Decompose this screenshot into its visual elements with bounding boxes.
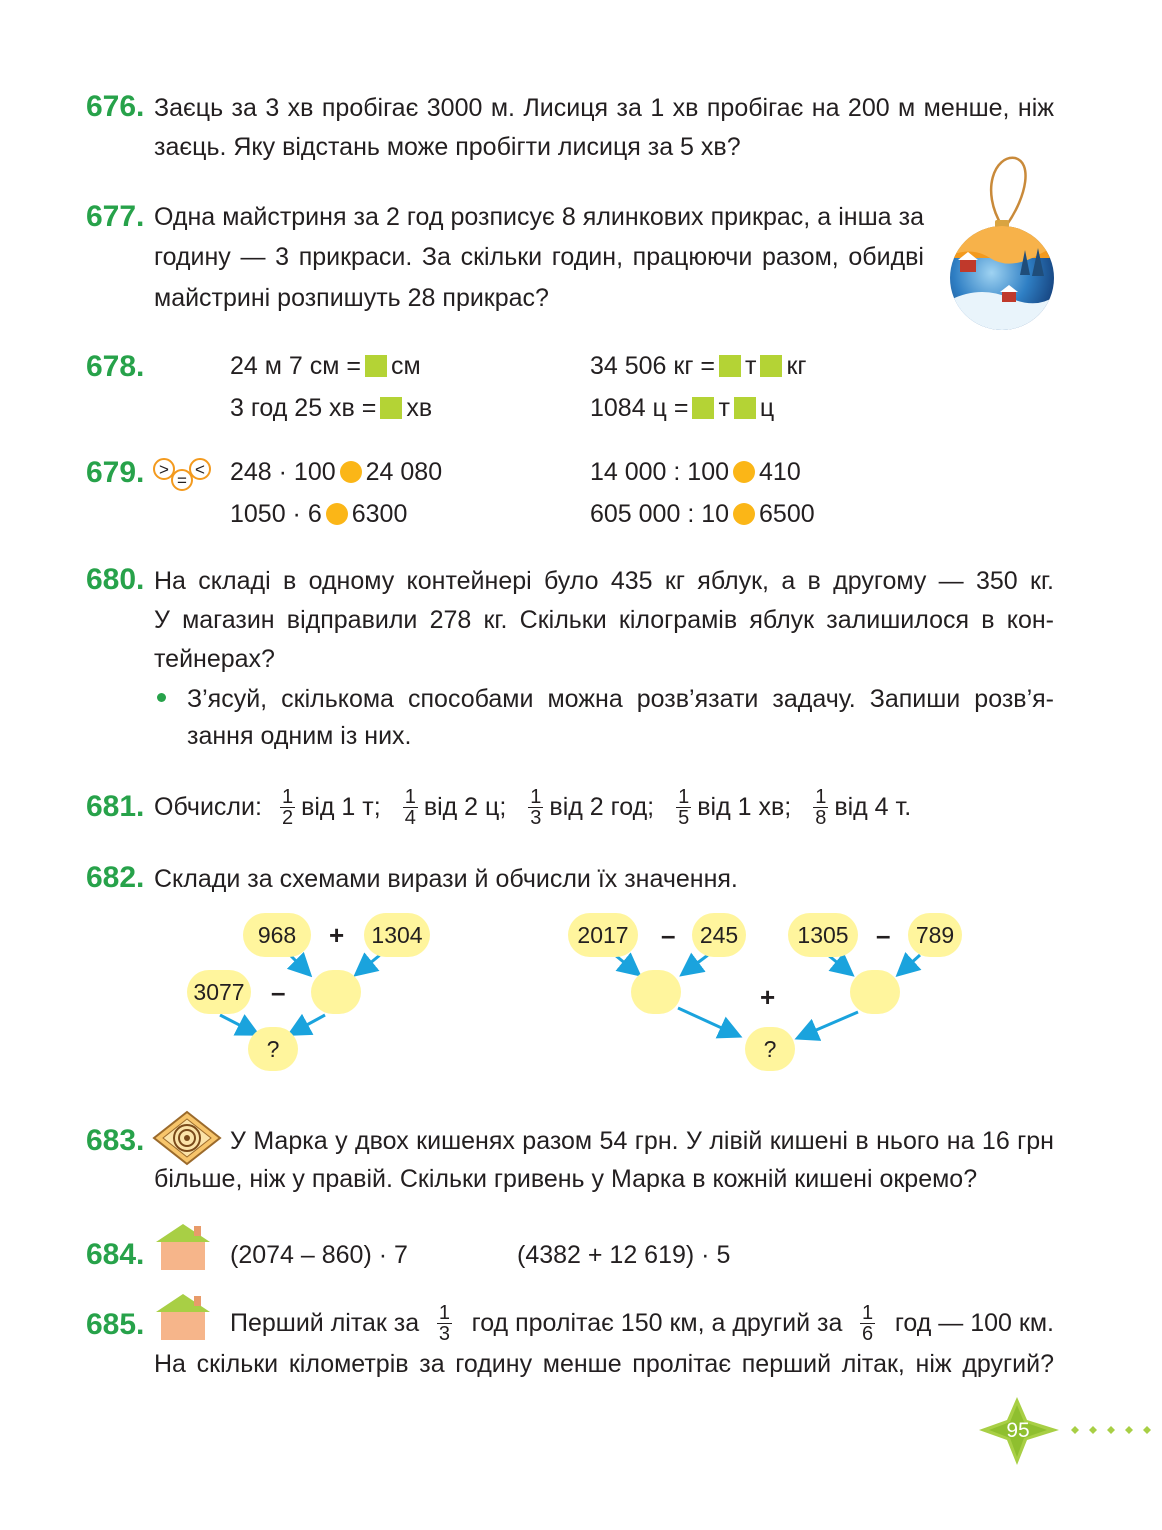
conversion-1-expr: 24 м 7 см = (230, 352, 361, 380)
conversion-2-unit: хв (406, 394, 433, 422)
home-icon (154, 1222, 212, 1272)
svg-text:>: > (159, 460, 169, 479)
comparison-1-left: 248 · 100 (230, 458, 336, 486)
problem-number-683: 683. (86, 1124, 145, 1157)
svg-text:=: = (177, 471, 187, 490)
scheme1-operand-c: 3077 (187, 970, 251, 1014)
scheme1-operand-a: 968 (243, 913, 311, 957)
problem-680-bullet-line-2: зання одним із них. (187, 722, 412, 750)
problem-677-line-3: майстрині розпишуть 28 прикрас? (154, 284, 549, 312)
scheme2-operator-1: – (661, 920, 676, 950)
svg-text:<: < (195, 460, 205, 479)
scheme2-question: ? (745, 1027, 795, 1071)
scheme2-operator-3: + (760, 982, 776, 1012)
fraction: $\frac{1}{6}$ (862, 1301, 874, 1345)
scheme1-operator-1: + (329, 920, 345, 950)
scheme2-operand-d: 789 (908, 913, 962, 957)
conversion-4-unit-2: ц (759, 394, 775, 422)
problem-680-line-3: тейнерах? (154, 645, 275, 673)
problem-number-676: 676. (86, 90, 145, 123)
fraction: $\frac{1}{4}$ (404, 785, 416, 829)
scheme1-question: ? (248, 1027, 298, 1071)
fraction-text-5: від 4 т. (834, 792, 912, 821)
conversion-3-unit-2: кг (786, 352, 807, 380)
fraction-text-2: від 2 ц; (423, 792, 507, 821)
expression-1: (2074 – 860) · 7 (230, 1241, 408, 1269)
comparison-2-left: 1050 · 6 (230, 500, 322, 528)
problem-number-679: 679. (86, 456, 145, 489)
scheme1-blank-result (311, 970, 361, 1014)
scheme2-operand-c: 1305 (788, 913, 858, 957)
problem-677-line-1: Одна майстриня за 2 год розписує 8 ялинкових прикрас, а інша за (154, 203, 924, 231)
fraction: $\frac{1}{3}$ (530, 785, 542, 829)
problem-number-685: 685. (86, 1308, 145, 1341)
problem-685-text-1: Перший літак за (230, 1308, 420, 1337)
scheme1-operator-2: – (271, 977, 286, 1007)
problem-677-line-2: годину — 3 прикраси. За скільки годин, працюючи разом, обидві (154, 243, 924, 271)
scheme1-operand-b: 1304 (364, 913, 430, 957)
conversion-4-unit-1: т (718, 394, 730, 422)
conversion-3-expr: 34 506 кг = (590, 352, 716, 380)
expression-2: (4382 + 12 619) · 5 (517, 1241, 731, 1269)
problem-685-text-2: год пролітає 150 км, а другий за (471, 1308, 843, 1337)
comparison-4-right: 6500 (759, 500, 815, 528)
fraction: $\frac{1}{3}$ (438, 1301, 450, 1345)
fraction: $\frac{1}{5}$ (678, 785, 690, 829)
problem-number-682: 682. (86, 861, 145, 894)
problem-number-680: 680. (86, 563, 145, 596)
fraction-text-4: від 1 хв; (697, 792, 792, 821)
problem-680-line-2: У магазин відправили 278 кг. Скільки кілограмів яблук залишилося в кон- (154, 606, 1054, 634)
comparison-1-right: 24 080 (365, 458, 443, 486)
problem-number-677: 677. (86, 200, 145, 233)
conversion-4-expr: 1084 ц = (590, 394, 689, 422)
problem-683-line-1: У Марка у двох кишенях разом 54 грн. У лівій кишені в нього на 16 грн (230, 1127, 1054, 1155)
conversion-1-unit: см (390, 352, 421, 380)
fraction-text-1: від 1 т; (301, 792, 381, 821)
problem-682-text: Склади за схемами вирази й обчисли їх значення. (154, 865, 738, 893)
problem-685-line-2: На скільки кілометрів за годину менше пролітає перший літак, ніж другий? (154, 1350, 1054, 1378)
problem-683-line-2: більше, ніж у правій. Скільки гривень у Марка в кожній кишені окремо? (154, 1165, 978, 1193)
problem-680-line-1: На складі в одному контейнері було 435 кг яблук, а в другому — 350 кг. (154, 567, 1054, 595)
fraction: $\frac{1}{2}$ (281, 785, 294, 829)
comparison-3-left: 14 000 : 100 (590, 458, 730, 486)
conversion-2-expr: 3 год 25 хв = (230, 394, 377, 422)
problem-number-681: 681. (86, 790, 145, 823)
scheme2-blank-right (850, 970, 900, 1014)
problem-685-line-1 (230, 1300, 1054, 1346)
problem-number-684: 684. (86, 1238, 145, 1271)
problem-685-text-3: год — 100 км. (894, 1308, 1054, 1337)
fraction-text-3: від 2 год; (549, 792, 655, 821)
comparison-2-right: 6300 (351, 500, 408, 528)
maze-diamond-icon (152, 1110, 222, 1166)
scheme2-operand-b: 245 (692, 913, 746, 957)
home-icon (154, 1292, 212, 1342)
scheme2-blank-left (631, 970, 681, 1014)
problem-676-line-2: заєць. Яку відстань може пробігти лисиця за 5 хв? (154, 133, 741, 161)
fraction: $\frac{1}{8}$ (815, 785, 827, 829)
scheme2-operator-2: – (876, 920, 891, 950)
problem-number-678: 678. (86, 350, 145, 383)
comparison-3-right: 410 (759, 458, 801, 486)
comparison-4-left: 605 000 : 10 (590, 500, 730, 528)
conversion-3-unit-1: т (745, 352, 757, 380)
problem-680-bullet-line-1: З’ясуй, скількома способами можна розв’язати задачу. Запиши розв’я- (187, 685, 1054, 713)
scheme2-operand-a: 2017 (568, 913, 638, 957)
page-number: 95 (1006, 1419, 1030, 1442)
problem-681-label: Обчисли: (154, 792, 262, 821)
problem-676-line-1: Заєць за 3 хв пробігає 3000 м. Лисиця за 1 хв пробігає на 200 м менше, ніж (154, 94, 1054, 122)
